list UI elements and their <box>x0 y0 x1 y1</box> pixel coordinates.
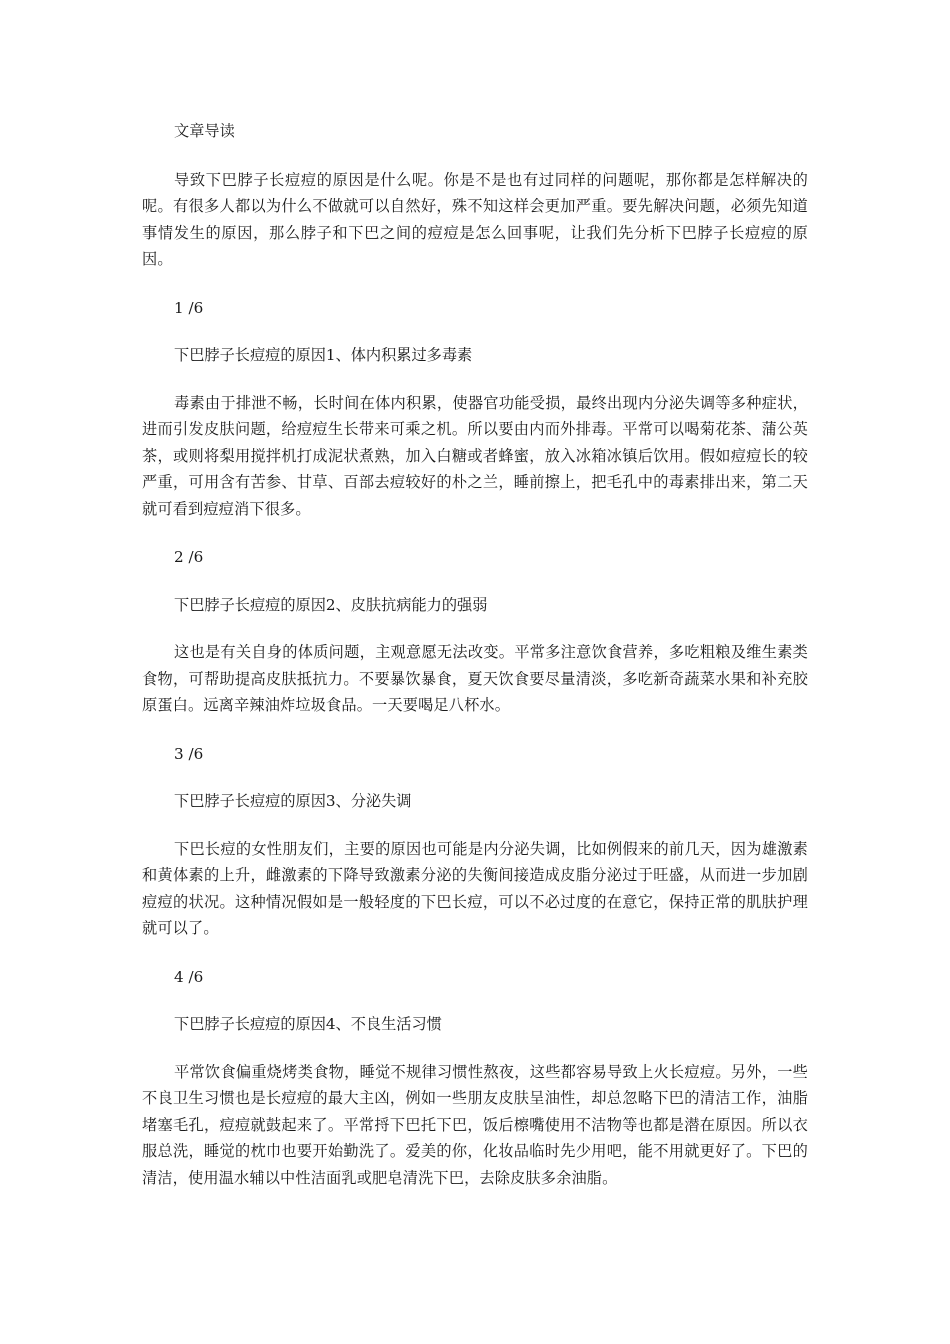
intro-heading: 文章导读 <box>174 122 235 140</box>
page-indicator-2: 2 /6 <box>174 548 204 566</box>
section-heading-1: 下巴脖子长痘痘的原因1、体内积累过多毒素 <box>174 346 473 364</box>
page-indicator-4: 4 /6 <box>174 967 204 986</box>
section-heading-3: 下巴脖子长痘痘的原因3、分泌失调 <box>174 792 412 810</box>
page-indicator-1: 1 /6 <box>174 298 204 317</box>
section-heading-4: 下巴脖子长痘痘的原因4、不良生活习惯 <box>174 1015 442 1033</box>
page-indicator-3: 3 /6 <box>174 744 204 763</box>
section-body-3: 下巴长痘的女性朋友们，主要的原因也可能是内分泌失调，比如例假来的前几天，因为雄激素和黄体素的上升，雌激素的下降导致激素分泌的失衡间接造成皮脂分泌过于旺盛，从而进一步加剧痘痘的状况。这种情况假如是一般轻度的下巴长痘，可以不必过度的在意它，保持正常的肌肤护理就可以了。 <box>142 839 808 937</box>
section-body-4: 平常饮食偏重烧烤类食物，睡觉不规律习惯性熬夜，这些都容易导致上火长痘痘。另外，一些不良卫生习惯也是长痘痘的最大主凶，例如一些朋友皮肤呈油性，却总忽略下巴的清洁工作，油脂堵塞毛孔，痘痘就鼓起来了。平常捋下巴托下巴，饭后檫嘴使用不洁物等也都是潜在原因。所以衣服总洗，睡觉的枕巾也要开始勤洗了。爱美的你，化妆品临时先少用吧，能不用就更好了。下巴的清洁，使用温水辅以中性洁面乳或肥皂清洗下巴，去除皮肤多余油脂。 <box>142 1062 808 1187</box>
intro-paragraph: 导致下巴脖子长痘痘的原因是什么呢。你是不是也有过同样的问题呢，那你都是怎样解决的呢。有很多人都以为什么不做就可以自然好，殊不知这样会更加严重。要先解决问题，必须先知道事情发生的原因，那么脖子和下巴之间的痘痘是怎么回事呢，让我们先分析下巴脖子长痘痘的原因。 <box>142 170 808 268</box>
section-heading-2: 下巴脖子长痘痘的原因2、皮肤抗病能力的强弱 <box>174 595 488 614</box>
document-page <box>142 118 808 1191</box>
section-body-1: 毒素由于排泄不畅，长时间在体内积累，使器官功能受损，最终出现内分泌失调等多种症状，进而引发皮肤问题，给痘痘生长带来可乘之机。所以要由内而外排毒。平常可以喝菊花茶、蒲公英茶，或则将梨用搅拌机打成泥状煮熟，加入白糖或者蜂蜜，放入冰箱冰镇后饮用。假如痘痘长的较严重，可用含有苦参、甘草、百部去痘较好的朴之兰，睡前擦上，把毛孔中的毒素排出来，第二天就可看到痘痘消下很多。 <box>142 393 808 518</box>
section-body-2: 这也是有关自身的体质问题，主观意愿无法改变。平常多注意饮食营养，多吃粗粮及维生素类食物，可帮助提高皮肤抵抗力。不要暴饮暴食，夏天饮食要尽量清淡，多吃新奇蔬菜水果和补充胶原蛋白。远离辛辣油炸垃圾食品。一天要喝足八杯水。 <box>142 643 808 714</box>
